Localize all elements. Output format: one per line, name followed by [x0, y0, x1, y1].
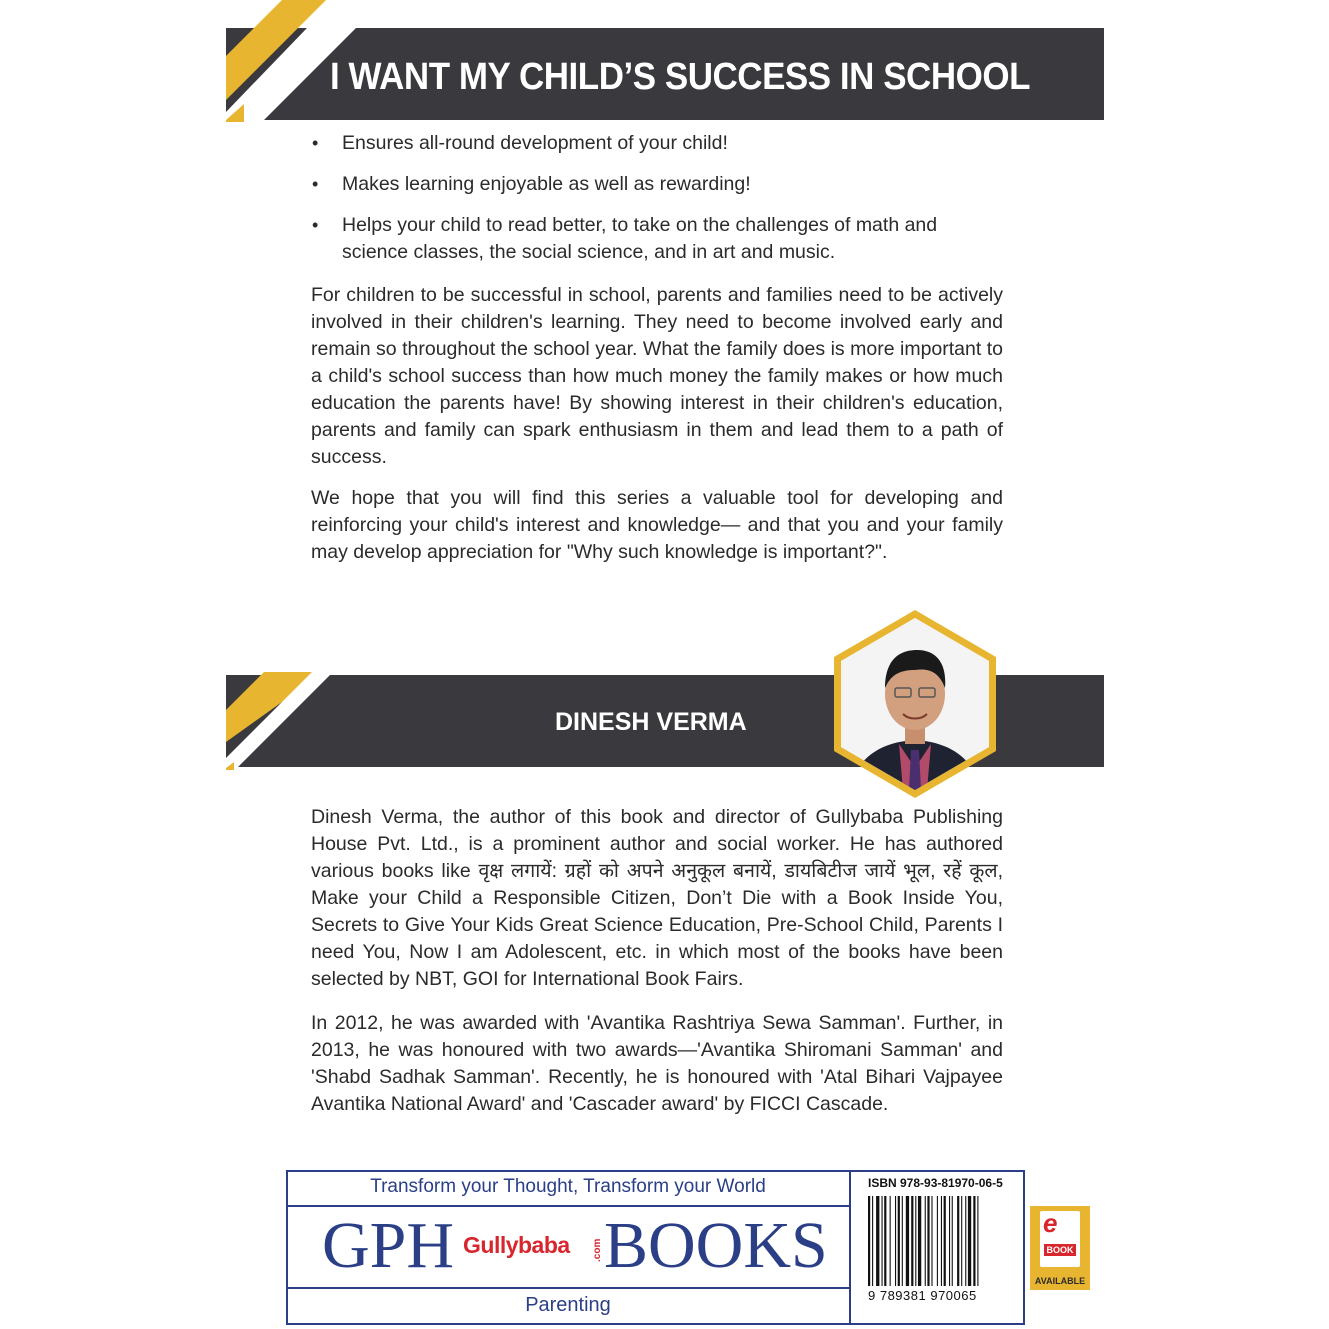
logo-books: BOOKS: [604, 1209, 828, 1282]
ebook-label: BOOK: [1044, 1244, 1076, 1256]
ebook-letter: e: [1043, 1208, 1058, 1238]
author-awards: In 2012, he was awarded with 'Avantika Rashtriya Sewa Samman'. Further, in 2013, he was honoured with two awards—'Avantika Shiromani Samman' and 'Shabd Sadhak Samman'. Recently, he is honoured with 'Atal Bihari Vajpayee Avantika National Award' and 'Cascader award' by FICCI Cascade.: [311, 1012, 1003, 1115]
list-item: • Ensures all-round development of your child!: [310, 130, 1002, 157]
ebook-available-label: AVAILABLE: [1034, 1276, 1086, 1286]
logo-gph: GPH: [322, 1209, 455, 1282]
banner-stripes-author: [226, 672, 366, 770]
list-item: • Helps your child to read better, to take on the challenges of math and science classes, the social science, and in art and music.: [312, 214, 938, 263]
intro-paragraph: For children to be successful in school, parents and families need to be actively involved in their children's learning. They need to become involved early and remain so throughout the school year. What the family does is more important to a child's school success than how much money the family makes or how much education the parents have! By showing interest in their children's education, parents and family can spark enthusiasm in them and lead them to a path of success.: [311, 284, 1003, 468]
list-item: • Makes learning enjoyable as well as rewarding!: [310, 171, 1002, 198]
logo-gullybaba: Gullybaba: [463, 1232, 570, 1258]
barcode-number: 9 789381 970065: [868, 1288, 977, 1303]
author-bio: Dinesh Verma, the author of this book and director of Gullybaba Publishing House Pvt. Ltd., is a prominent author and social worker. He has authored various books like वृक्ष लगायें: ग्रहों को अपने अनुकूल बनायें, डायबिटीज जायें भूल, रहें कूल, Make your Child a Responsible Citizen, Don’t Die with a Book Inside You, Secrets to Give Your Kids Great Science Education, Pre-School Child, Parents I need You, Now I am Adolescent, etc. in which most of the books have been selected by NBT, GOI for International Book Fairs.: [311, 806, 1003, 990]
bullet-icon: •: [312, 133, 319, 153]
author-name: DINESH VERMA: [555, 708, 747, 736]
logo-dotcom: .com: [592, 1238, 603, 1262]
isbn-label: ISBN 978-93-81970-06-5: [868, 1176, 1003, 1190]
page-title: I WANT MY CHILD’S SUCCESS IN SCHOOL: [330, 56, 1030, 98]
closing-paragraph: We hope that you will find this series a valuable tool for developing and reinforcing your child's interest and knowledge— and that you and your family may develop appreciation for "Why such knowledge is important?".: [311, 487, 1003, 563]
barcode-icon: [868, 1196, 1012, 1286]
bullet-icon: •: [312, 215, 319, 235]
divider: [286, 1205, 850, 1207]
bullet-icon: •: [312, 174, 319, 194]
divider: [286, 1287, 850, 1289]
publisher-tagline: Transform your Thought, Transform your World: [370, 1176, 766, 1197]
book-category: Parenting: [525, 1294, 611, 1316]
benefit-list: [310, 130, 1002, 280]
